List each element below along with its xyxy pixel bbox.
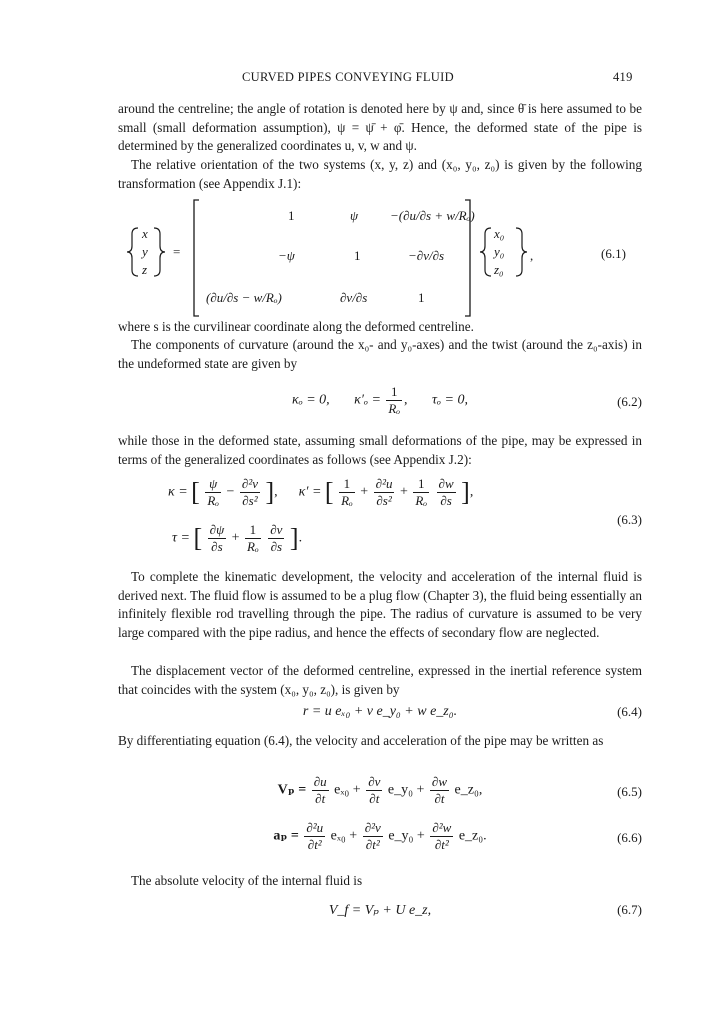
kappa-o: κₒ = 0, (291, 392, 330, 408)
frac-d2w-dt2: $\frac{\text{∂²w}}{\text{∂t²}}$ (432, 820, 452, 852)
equation-number-6-1: (6.1) (601, 246, 626, 261)
equation-number-6-2: (6.2) (617, 394, 642, 409)
page-number: 419 (613, 70, 633, 84)
frac-one-Ro-c: $\frac{1}{\text{Rₒ}}$ (247, 522, 259, 554)
paragraph-displacement: The displacement vector of the deformed centreline, expressed in the inertial reference system that coincides with the system (x₀, y₀, z₀), is given by (118, 663, 642, 697)
equation-number-6-6: (6.6) (617, 830, 642, 845)
frac-du-dt: $\frac{\partial u}{\partial t}$ (313, 774, 327, 806)
lhs-x: x (142, 226, 148, 241)
frac-d2u-dt2: $\frac{\text{∂²u}}{\text{∂t²}}$ (306, 820, 324, 852)
equation-6-4 (118, 704, 642, 728)
m32: ∂v/∂s (340, 290, 368, 305)
paragraph-rotation: around the centreline; the angle of rotation is denoted here by ψ and, since θ̄ is here assumed to be small (small deformation assumption), ψ = ψ̄ + φ̄. Hence, the deformed state of the pipe is determined by the generalized coordinates u, v, w and ψ. (118, 101, 642, 154)
equation-6-2: κₒ = 0, κ′ₒ = $\frac{1}{\text{Rₒ}}$ , τₒ = 0, (6.2) (291, 384, 642, 416)
equation-6-3: κ = [ $\frac{\psi}{\text{Rₒ}}$ − $\frac{\text{∂²v}}{\text{∂s²}}$ ], κ′ = [ $\frac{1}{\text{Rₒ}}$ + $\frac{\text{∂²u}}{\text{∂s²}}$ + $\frac{1}{\text{Rₒ}}$ $\frac{\partial w}{\partial s}$ ], τ = [ $\frac{\partial\psi}{\partial s}$ + $\frac{1}{\text{Rₒ}}$ $\frac{\partial v}{\partial s}$ ]. (6.3) (168, 476, 642, 554)
paragraph-differentiating: By differentiating equation (6.4), the velocity and acceleration of the pipe may be written as (118, 733, 604, 748)
running-title: CURVED PIPES CONVEYING FLUID (242, 70, 454, 84)
lhs-z: z (142, 262, 148, 277)
fluid-velocity: V_f = Vₚ + U e_z, (328, 903, 432, 918)
acceleration-lhs: aₚ = (273, 828, 299, 844)
equation-number-6-5: (6.5) (617, 784, 642, 799)
equation-number-6-3: (6.3) (617, 512, 642, 527)
equation-6-5: Vₚ = $\frac{\partial u}{\partial t}$ eₓ₀ + $\frac{\partial v}{\partial t}$ e_y₀ + $\frac{\partial w}{\partial t}$ e_z₀, (6.5) (277, 774, 642, 806)
equation-number-6-7: (6.7) (617, 902, 642, 917)
frac-dw-ds: $\frac{\partial w}{\partial s}$ (438, 476, 454, 508)
frac-one-Ro-a: $\frac{1}{\text{Rₒ}}$ (341, 476, 353, 508)
m33: 1 (418, 290, 425, 305)
frac-dv-ds: $\frac{\partial v}{\partial s}$ (270, 522, 283, 554)
m11: 1 (288, 208, 295, 223)
paragraph-orientation: The relative orientation of the two systems (x, y, z) and (x₀, y₀, z₀) is given by the following transformation (see Appendix J.1): (118, 157, 642, 191)
frac-psi-Ro: $\frac{\psi}{\text{Rₒ}}$ (207, 476, 219, 508)
kappa-label: κ = (168, 484, 188, 500)
tau-label: τ = (172, 530, 190, 546)
displacement-vector: r = u eₓ₀ + v e_y₀ + w e_z₀. (302, 704, 458, 719)
kappa-prime-o: κ′ₒ = (354, 392, 381, 408)
rhs-z0: z₀ (494, 262, 504, 277)
frac-one-Ro-b: $\frac{1}{\text{Rₒ}}$ (415, 476, 428, 508)
tau-o: τₒ = 0, (432, 392, 469, 408)
comma: , (530, 248, 534, 263)
matrix-brackets (118, 198, 642, 318)
rhs-y0: y₀ (494, 244, 505, 259)
paragraph-undeformed: The components of curvature (around the x₀- and y₀-axes) and the twist (around the z₀-axis) in the undeformed state are given by (118, 337, 642, 371)
frac-dpsi-ds: $\frac{\partial\psi}{\partial s}$ (209, 522, 225, 554)
m21: −ψ (278, 248, 295, 263)
paragraph-kinematic: To complete the kinematic development, the velocity and acceleration of the internal fluid is derived next. The fluid flow is assumed to be a plug flow (Chapter 3), the fluid being essentially an infinitely flexible rod travelling through the pipe. The radius of curvature is assumed to be very large compared with the pipe radius, and hence the effects of secondary flow are neglected. (118, 569, 642, 640)
m23: −∂v/∂s (408, 248, 445, 263)
fraction-one-over-Ro: $\frac{1}{\text{Rₒ}}$ (388, 384, 401, 416)
paragraph-absolute-velocity: The absolute velocity of the internal fluid is (131, 873, 363, 888)
frac-d2v-dt2: $\frac{\text{∂²v}}{\text{∂t²}}$ (364, 820, 381, 852)
m13: −(∂u/∂s + w/Rₒ) (390, 208, 475, 223)
equals-sign: = (173, 244, 181, 259)
equation-number-6-4: (6.4) (617, 704, 642, 719)
m22: 1 (354, 248, 361, 263)
frac-d2u-ds2: $\frac{\text{∂²u}}{\text{∂s²}}$ (375, 476, 393, 508)
paragraph-curvilinear: where s is the curvilinear coordinate along the deformed centreline. (118, 319, 474, 334)
frac-dw-dt: $\frac{\partial w}{\partial t}$ (431, 774, 448, 806)
paragraph-deformed: while those in the deformed state, assuming small deformations of the pipe, may be expressed in terms of the generalized coordinates as follows (see Appendix J.2): (118, 433, 642, 467)
velocity-lhs: Vₚ = (277, 782, 307, 798)
m31: (∂u/∂s − w/Rₒ) (206, 290, 282, 305)
frac-dv-dt: $\frac{\partial v}{\partial t}$ (368, 774, 381, 806)
m12: ψ (350, 208, 359, 223)
rhs-x0: x₀ (494, 226, 505, 241)
frac-d2v-ds2: $\frac{\text{∂²v}}{\text{∂s²}}$ (241, 476, 258, 508)
equation-6-6: aₚ = $\frac{\text{∂²u}}{\text{∂t²}}$ eₓ₀ + $\frac{\text{∂²v}}{\text{∂t²}}$ e_y₀ + $\frac{\text{∂²w}}{\text{∂t²}}$ e_z₀. (6.6) (273, 820, 642, 852)
lhs-y: y (142, 244, 148, 259)
equation-6-7 (118, 902, 642, 926)
kappa-prime-label: κ′ = (298, 484, 322, 500)
